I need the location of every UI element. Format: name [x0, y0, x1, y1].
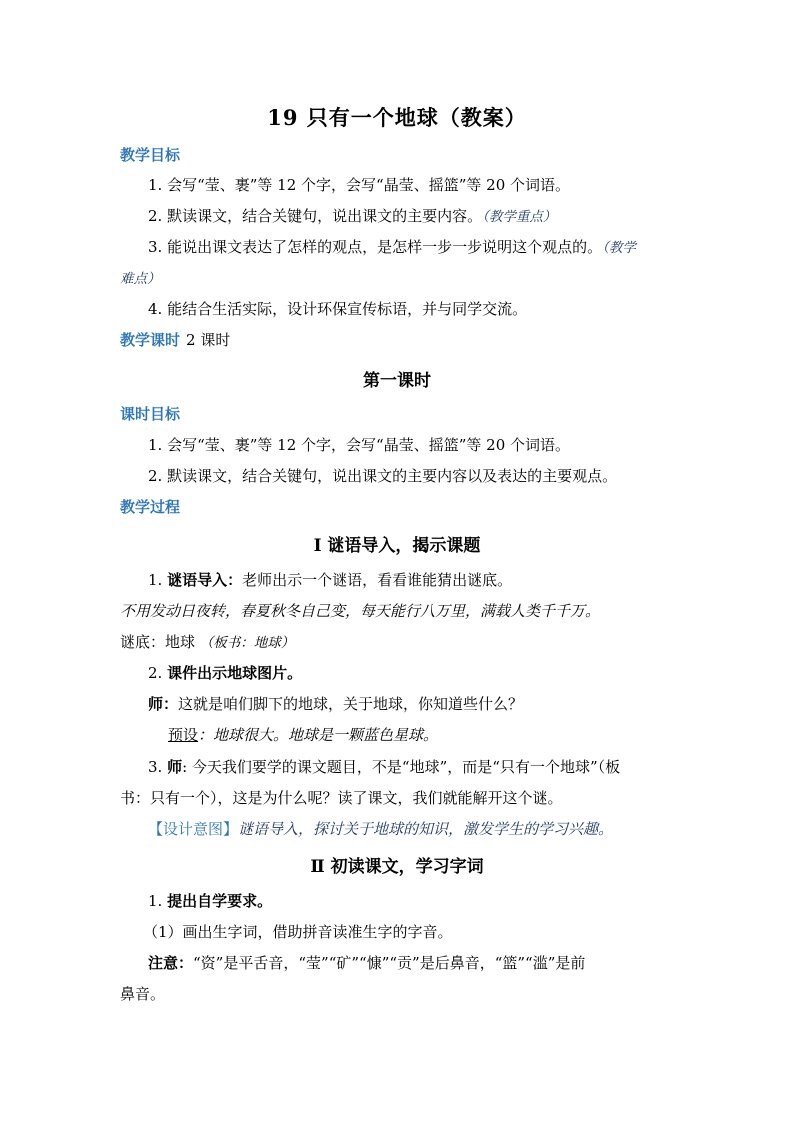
- preset-label: 预设: [168, 726, 199, 744]
- design-intent-text: 谜语导入，探讨关于地球的知识，激发学生的学习兴趣。: [238, 820, 614, 838]
- riddle-text: 不用发动日夜转，春夏秋冬自己变，每天能行八万里，满载人类千千万。: [120, 602, 601, 620]
- design-intent: [148, 817, 708, 841]
- part1-item-3-label: 师: [167, 758, 183, 776]
- part1-item-1-text: 老师出示一个谜语，看看谁能猜出谜底。: [242, 571, 513, 589]
- page-title: 19 只有一个地球（教案）: [267, 105, 527, 130]
- part1-item-3-text: : 今天我们要学的课文题目，不是“地球”，而是“只有一个地球”（板: [182, 758, 621, 776]
- hours-value: 2 课时: [186, 331, 231, 349]
- goal-item-3-note-b: 难点）: [120, 271, 161, 287]
- part1-item-1-num: 1.: [148, 571, 163, 589]
- goal-item-4: 4. 能结合生活实际，设计环保宣传标语，并与同学交流。: [148, 300, 528, 318]
- part2-item-1-text: 提出自学要求。: [167, 892, 273, 910]
- part1-item-3-num: 3.: [148, 758, 163, 776]
- lesson-goal-item-2: 2. 默读课文，结合关键句，说出课文的主要内容以及表达的主要观点。: [148, 467, 618, 485]
- preset-text: ：地球很大。地球是一颗蓝色星球。: [198, 726, 439, 744]
- part2-note: [148, 951, 708, 975]
- goal-item-2-note: （教学重点）: [482, 209, 557, 225]
- riddle-answer: [120, 630, 680, 655]
- part1-item-2-text: 课件出示地球图片。: [167, 664, 303, 682]
- hours-line: [120, 329, 230, 350]
- lesson-goal-item-1: 1. 会写“莹、裹”等 12 个字，会写“晶莹、摇篮”等 20 个词语。: [148, 436, 571, 454]
- preset-answer: [168, 723, 728, 747]
- part2-note-label: 注意：: [148, 954, 194, 972]
- teacher-question-text: 这就是咱们脚下的地球，关于地球，你知道些什么？: [178, 695, 524, 713]
- part2-item-1: [148, 889, 708, 913]
- riddle-answer-note: （板书：地球）: [199, 635, 295, 651]
- section-heading-goals: 教学目标: [120, 146, 181, 164]
- part1-item-3-cont: 书：只有一个），这是为什么呢？读了课文，我们就能解开这个谜。: [120, 789, 563, 807]
- part2-heading: Ⅱ 初读课文，学习字词: [310, 857, 484, 877]
- teacher-question: [148, 692, 708, 716]
- section-heading-process: 教学过程: [120, 498, 181, 516]
- goal-item-3: [148, 235, 708, 260]
- goal-item-1: 1. 会写“莹、裹”等 12 个字，会写“晶莹、摇篮”等 20 个词语。: [148, 176, 571, 194]
- goal-item-2-text: 2. 默读课文，结合关键句，说出课文的主要内容。: [148, 207, 483, 225]
- part2-note-text: “资”是平舌音，“莹”“矿”“慷”“贡”是后鼻音，“篮”“滥”是前: [193, 954, 586, 972]
- teacher-label: 师：: [148, 695, 179, 713]
- part2-note-cont: 鼻音。: [120, 985, 166, 1003]
- lesson-one-title: 第一课时: [363, 371, 431, 391]
- part1-item-2: [148, 661, 708, 685]
- part2-item-1-num: 1.: [148, 892, 163, 910]
- part1-item-2-num: 2.: [148, 664, 163, 682]
- part2-sub-1: （1）画出生字词，借助拼音读准生字的字音。: [143, 923, 453, 941]
- hours-label: 教学课时: [120, 331, 181, 349]
- goal-item-3-text: 3. 能说出课文表达了怎样的观点，是怎样一步一步说明这个观点的。: [148, 238, 603, 256]
- goal-item-3-note-a: （教学: [602, 240, 636, 256]
- goal-item-3-cont: [120, 266, 680, 291]
- design-intent-label: 【设计意图】: [148, 820, 239, 838]
- part1-item-3: [148, 755, 708, 779]
- section-heading-lesson-goals: 课时目标: [120, 405, 181, 423]
- part1-heading: Ⅰ 谜语导入，揭示课题: [313, 536, 481, 556]
- riddle-answer-label: 谜底：地球: [120, 633, 196, 651]
- goal-item-2: [148, 204, 708, 229]
- part1-item-1: [148, 568, 708, 592]
- part1-item-1-label: 谜语导入：: [167, 571, 243, 589]
